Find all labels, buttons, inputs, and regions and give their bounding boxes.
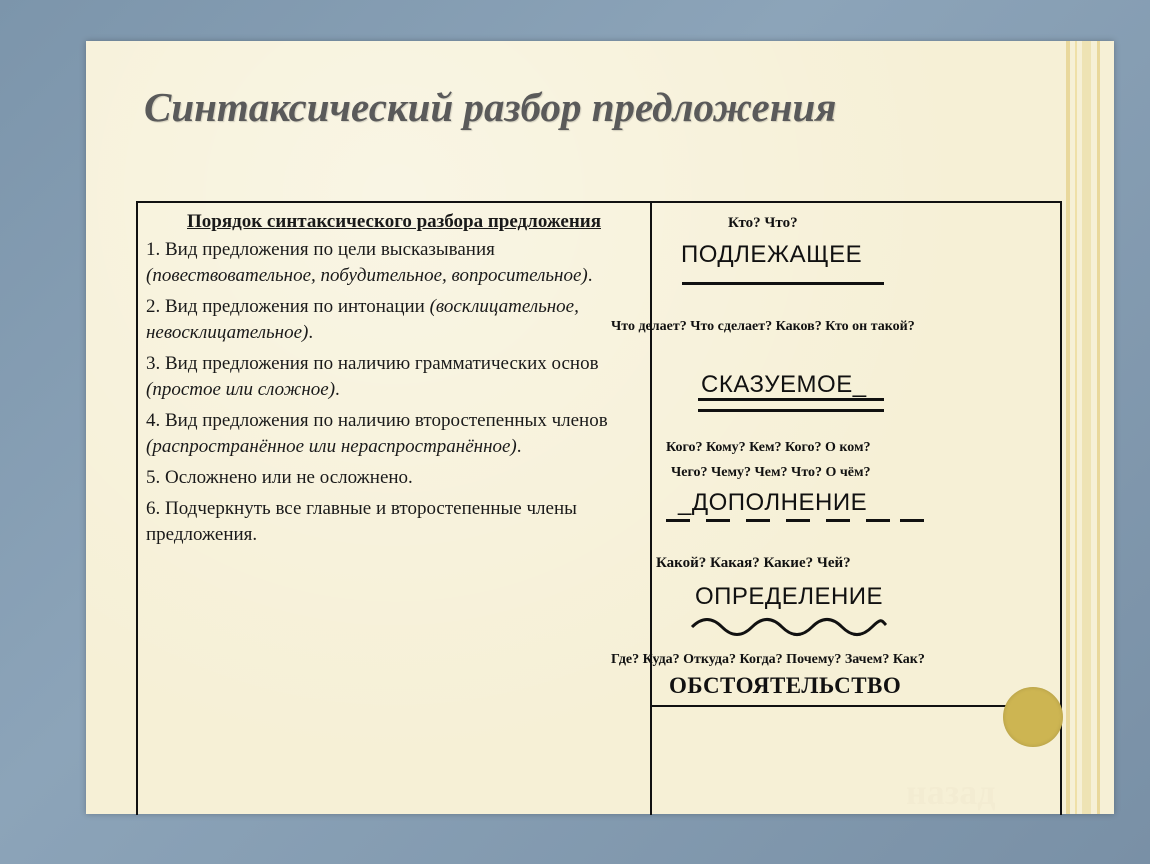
back-link[interactable]: назад xyxy=(906,772,996,812)
parsing-table xyxy=(136,201,1062,815)
row-divider xyxy=(650,705,1060,707)
parsing-order-column xyxy=(146,209,642,553)
list-item: 4. Вид предложения по наличию второстепенных членов (распространённое или нераспространённое). xyxy=(146,410,608,457)
attribute-label: ОПРЕДЕЛЕНИЕ xyxy=(695,583,884,610)
subject-label: ПОДЛЕЖАЩЕЕ xyxy=(681,241,863,268)
predicate-label: СКАЗУЕМОЕ_ xyxy=(701,371,867,398)
adverbial-label: ОБСТОЯТЕЛЬСТВО xyxy=(669,673,902,698)
list-item: 2. Вид предложения по интонации (восклицательное, невосклицательное). xyxy=(146,296,579,343)
predicate-underline-bottom xyxy=(698,409,884,412)
decorative-stripe xyxy=(1066,41,1070,814)
column-divider xyxy=(650,203,652,815)
subject-question: Кто? Что? xyxy=(728,215,798,231)
predicate-underline-top xyxy=(698,398,884,401)
slide xyxy=(86,41,1114,814)
list-item: 5. Осложнено или не осложнено. xyxy=(146,467,413,488)
object-question-1: Кого? Кому? Кем? Кого? О ком? xyxy=(666,440,871,455)
object-label: _ДОПОЛНЕНИЕ xyxy=(678,489,868,516)
subject-underline xyxy=(682,282,884,285)
list-item: 6. Подчеркнуть все главные и второстепенные члены предложения. xyxy=(146,498,577,545)
decorative-stripe xyxy=(1082,41,1091,814)
decorative-stripe xyxy=(1075,41,1077,814)
parsing-order-heading: Порядок синтаксического разбора предложения xyxy=(187,211,601,232)
list-item: 1. Вид предложения по цели высказывания (повествовательное, побудительное, вопросительное). xyxy=(146,239,593,286)
decorative-stripe xyxy=(1097,41,1100,814)
object-question-2: Чего? Чему? Чем? Что? О чём? xyxy=(671,465,871,480)
slide-title: Синтаксический разбор предложения xyxy=(144,84,837,130)
list-item: 3. Вид предложения по наличию грамматических основ (простое или сложное). xyxy=(146,353,599,400)
attribute-question: Какой? Какая? Какие? Чей? xyxy=(656,555,851,571)
decorative-circle xyxy=(1003,687,1063,747)
predicate-question: Что делает? Что сделает? Каков? Кто он такой? xyxy=(611,319,915,334)
adverbial-question: Где? Куда? Откуда? Когда? Почему? Зачем? Как? xyxy=(611,652,925,667)
attribute-wavy-underline xyxy=(690,613,888,637)
